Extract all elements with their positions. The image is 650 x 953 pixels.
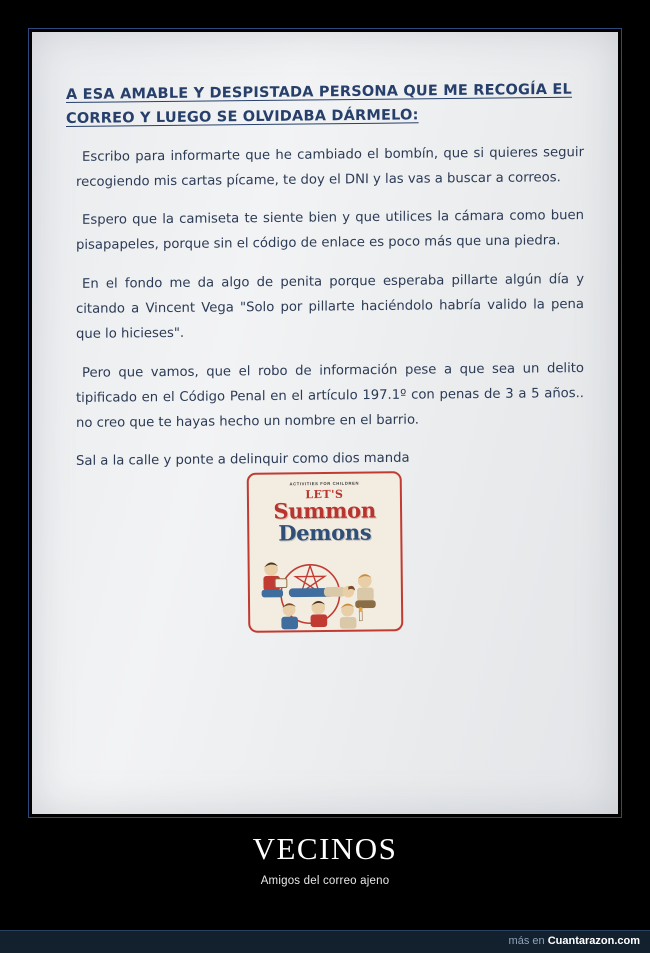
- footer-bar: [0, 930, 650, 953]
- sticker-line-lets: LET'S: [305, 487, 344, 502]
- footer-brand[interactable]: Cuantarazon: [547, 935, 615, 947]
- sticker-card: [247, 471, 404, 633]
- note-paragraph: Sal a la calle y ponte a delinquir como dios manda: [76, 450, 410, 469]
- footer-credit: [509, 935, 640, 947]
- sticker-illustration: [249, 547, 401, 631]
- summon-demons-sticker: [247, 471, 404, 633]
- note-title: A ESA AMABLE Y DESPISTADA PERSONA QUE ME RECOGÍA EL CORREO Y LUEGO SE OLVIDABA DÁRMELO:: [66, 81, 572, 127]
- caption-subtitle: Amigos del correo ajeno: [260, 875, 390, 888]
- sticker-line-demons: Demons: [278, 519, 372, 546]
- note-paragraph: Escribo para informarte que he cambiado el bombín, que si quieres seguir recogiendo mis cartas pícame, te doy el DNI y las vas a buscar a correos.: [76, 144, 584, 190]
- photo-frame: [28, 28, 622, 818]
- paper-photo: [32, 32, 618, 814]
- footer-prefix: más en: [508, 935, 548, 947]
- footer-brand-tld[interactable]: .com: [614, 935, 640, 947]
- sticker-top-label: ACTIVITIES FOR CHILDREN: [289, 480, 360, 487]
- sticker-line-summon: Summon: [273, 497, 376, 524]
- note-paragraph: Espero que la camiseta te siente bien y que utilices la cámara como buen pisapapeles, porque sin el código de enlace es poco más que una piedra.: [76, 208, 584, 254]
- caption-block: [0, 832, 650, 887]
- handwritten-note: [32, 32, 618, 814]
- note-paragraph: En el fondo me da algo de penita porque esperaba pillarte algún día y citando a Vincent Vega "Solo por pillarte haciéndolo habría valido la pena que lo hicieses".: [76, 272, 584, 342]
- note-paragraph: Pero que vamos, que el robo de información pese a que sea un delito tipificado en el Código Penal en el artículo 197.1º con penas de 3 a 5 años.. no creo que te hayas hecho un nombre en el barrio.: [76, 360, 584, 431]
- caption-title: VECINOS: [252, 831, 398, 866]
